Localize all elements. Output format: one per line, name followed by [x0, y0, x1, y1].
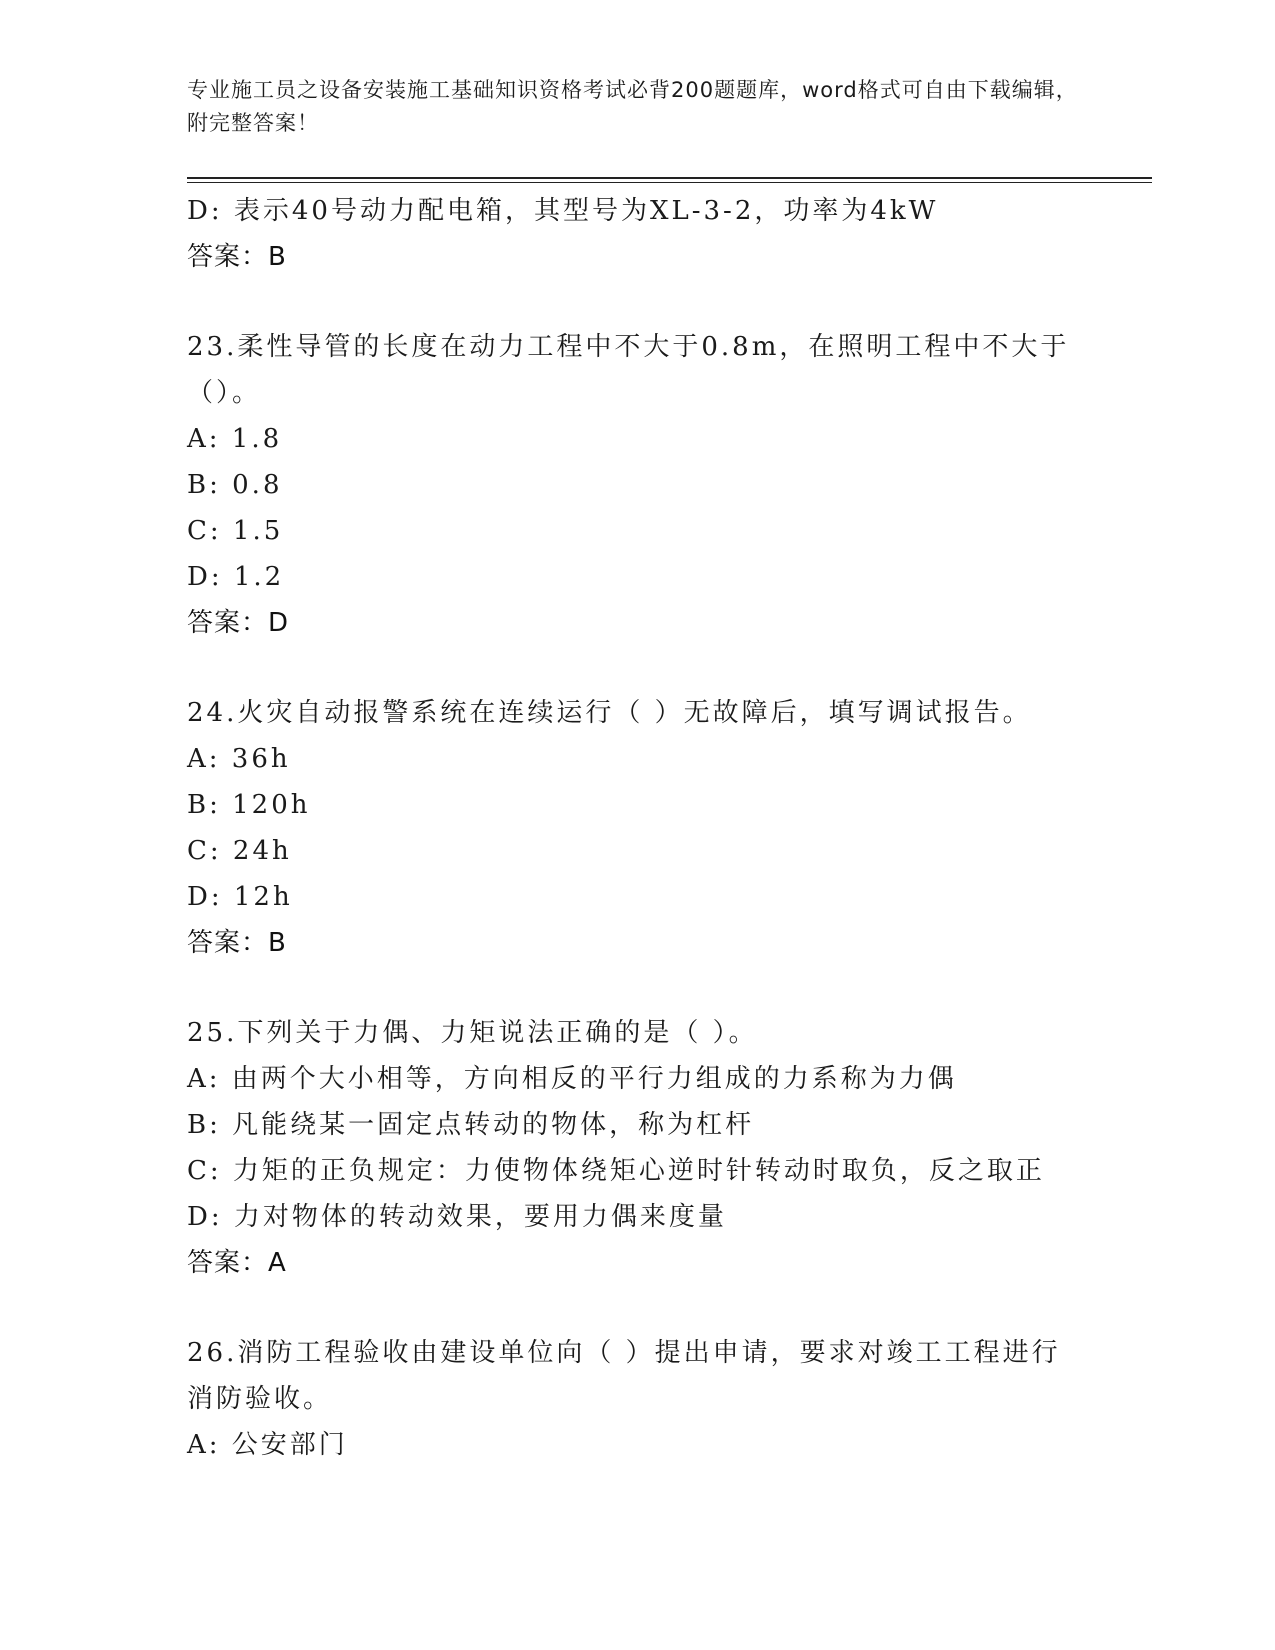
spacer [187, 646, 1087, 690]
spacer [187, 966, 1087, 1010]
document-header-title: 专业施工员之设备安装施工基础知识资格考试必背200题题库，word格式可自由下载编辑，附完整答案！ [187, 78, 1078, 135]
option-a: A: 1.8 [187, 424, 283, 454]
answer-line: 答案：A [187, 1248, 287, 1278]
question-list [187, 188, 1087, 1468]
option-d: D: 表示40号动力配电箱，其型号为XL-3-2，功率为4kW [187, 196, 939, 226]
answer-line: 答案：B [187, 242, 287, 272]
option-c: C: 24h [187, 836, 292, 866]
question-stem-23: 23.柔性导管的长度在动力工程中不大于0.8m，在照明工程中不大于（）。 [187, 332, 1070, 408]
header-divider [187, 177, 1152, 183]
answer-line: 答案：B [187, 928, 287, 958]
option-b: B: 0.8 [187, 470, 283, 500]
option-d: D: 12h [187, 882, 293, 912]
spacer [187, 280, 1087, 324]
option-b: B: 凡能绕某一固定点转动的物体，称为杠杆 [187, 1110, 755, 1140]
option-b: B: 120h [187, 790, 311, 820]
option-a: A: 由两个大小相等，方向相反的平行力组成的力系称为力偶 [187, 1064, 957, 1094]
answer-line: 答案：D [187, 608, 290, 638]
option-c: C: 力矩的正负规定：力使物体绕矩心逆时针转动时取负，反之取正 [187, 1156, 1045, 1186]
option-a: A: 36h [187, 744, 291, 774]
question-stem-24: 24.火灾自动报警系统在连续运行（ ）无故障后，填写调试报告。 [187, 698, 1032, 728]
option-c: C: 1.5 [187, 516, 284, 546]
question-stem-25: 25.下列关于力偶、力矩说法正确的是（ ）。 [187, 1018, 758, 1048]
option-d: D: 力对物体的转动效果，要用力偶来度量 [187, 1202, 727, 1232]
spacer [187, 1286, 1087, 1330]
question-stem-26: 26.消防工程验收由建设单位向（ ）提出申请，要求对竣工工程进行消防验收。 [187, 1338, 1061, 1414]
option-d: D: 1.2 [187, 562, 285, 592]
option-a: A: 公安部门 [187, 1430, 348, 1460]
